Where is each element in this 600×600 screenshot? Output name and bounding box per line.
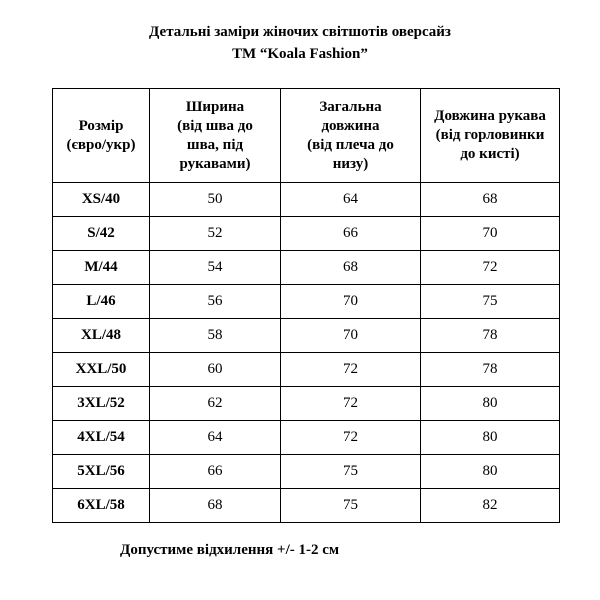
header-line: (від шва до xyxy=(177,117,253,134)
width-cell: 62 xyxy=(150,387,281,421)
header-sleeve-length xyxy=(421,89,560,183)
header-line: шва, під xyxy=(186,136,244,153)
header-line: до кисті) xyxy=(460,146,520,162)
width-cell: 52 xyxy=(150,217,281,251)
width-cell: 60 xyxy=(150,353,281,387)
table-row xyxy=(53,489,560,523)
length-cell: 75 xyxy=(281,455,421,489)
size-cell: S/42 xyxy=(53,217,150,251)
sleeve-cell: 78 xyxy=(421,353,560,387)
table-row xyxy=(53,251,560,285)
header-line: Ширина xyxy=(185,98,245,115)
header-line: Довжина рукава xyxy=(434,108,546,124)
sleeve-cell: 72 xyxy=(421,251,560,285)
length-cell: 72 xyxy=(281,421,421,455)
header-line: Розмір xyxy=(78,117,124,134)
header-line: рукавами) xyxy=(179,155,251,172)
size-cell: 3XL/52 xyxy=(53,387,150,421)
length-cell: 72 xyxy=(281,387,421,421)
header-line: Загальна xyxy=(319,98,382,115)
length-cell: 70 xyxy=(281,319,421,353)
width-cell: 66 xyxy=(150,455,281,489)
table-row xyxy=(53,319,560,353)
header-line: (від горловинки xyxy=(435,127,545,143)
sleeve-cell: 68 xyxy=(421,183,560,217)
size-chart-table xyxy=(52,88,560,523)
length-cell: 64 xyxy=(281,183,421,217)
header-size xyxy=(53,89,150,183)
page-title: Детальні заміри жіночих світшотів оверсайз xyxy=(149,24,451,40)
width-cell: 68 xyxy=(150,489,281,523)
table-row xyxy=(53,455,560,489)
length-cell: 68 xyxy=(281,251,421,285)
size-cell: 6XL/58 xyxy=(53,489,150,523)
page-subtitle: ТМ “Koala Fashion” xyxy=(232,46,368,62)
size-cell: 5XL/56 xyxy=(53,455,150,489)
size-cell: M/44 xyxy=(53,251,150,285)
width-cell: 54 xyxy=(150,251,281,285)
sleeve-cell: 78 xyxy=(421,319,560,353)
width-cell: 58 xyxy=(150,319,281,353)
header-line: (євро/укр) xyxy=(66,136,136,153)
sleeve-cell: 75 xyxy=(421,285,560,319)
sleeve-cell: 80 xyxy=(421,455,560,489)
header-width xyxy=(150,89,281,183)
length-cell: 75 xyxy=(281,489,421,523)
size-cell: XS/40 xyxy=(53,183,150,217)
width-cell: 56 xyxy=(150,285,281,319)
sleeve-cell: 70 xyxy=(421,217,560,251)
size-cell: XXL/50 xyxy=(53,353,150,387)
sleeve-cell: 80 xyxy=(421,387,560,421)
sleeve-cell: 80 xyxy=(421,421,560,455)
header-total-length xyxy=(281,89,421,183)
size-cell: 4XL/54 xyxy=(53,421,150,455)
sleeve-cell: 82 xyxy=(421,489,560,523)
tolerance-note: Допустиме відхилення +/- 1-2 см xyxy=(120,542,340,558)
table-row xyxy=(53,421,560,455)
table-row xyxy=(53,285,560,319)
length-cell: 66 xyxy=(281,217,421,251)
size-cell: L/46 xyxy=(53,285,150,319)
width-cell: 50 xyxy=(150,183,281,217)
header-line: (від плеча до xyxy=(307,136,394,153)
header-line: довжина xyxy=(321,117,380,134)
table-header xyxy=(53,89,560,183)
header-line: низу) xyxy=(332,155,369,172)
table-row xyxy=(53,217,560,251)
header-row xyxy=(53,89,560,183)
size-cell: XL/48 xyxy=(53,319,150,353)
width-cell: 64 xyxy=(150,421,281,455)
table-row xyxy=(53,387,560,421)
length-cell: 70 xyxy=(281,285,421,319)
table-row xyxy=(53,353,560,387)
table-row xyxy=(53,183,560,217)
length-cell: 72 xyxy=(281,353,421,387)
